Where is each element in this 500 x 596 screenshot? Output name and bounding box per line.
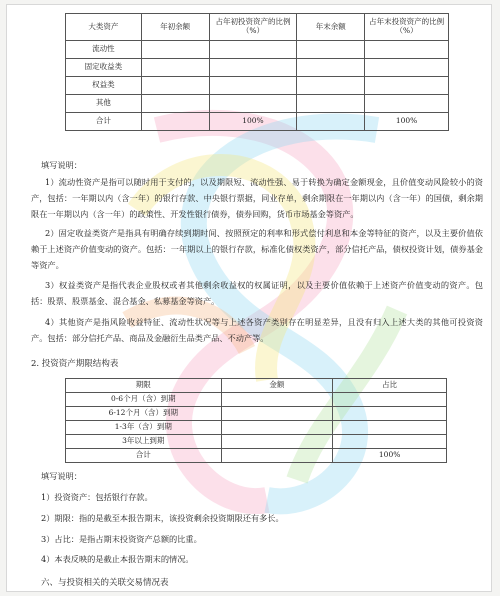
- table-cell: [333, 421, 447, 435]
- table-cell: [141, 95, 209, 113]
- table-cell: [333, 393, 447, 407]
- note-paragraph: 2）固定收益类资产是指具有明确存续到期时间、按照预定的利率和形式偿付利息和本金等特征的资产，以及主要价值依赖于上述资产价值变动的资产。包括：一年期以上的银行存款，标准化债权类资产，部分信托产品，债权投资计划，债券基金等资产。: [31, 228, 483, 270]
- table-cell: 100%: [209, 113, 297, 131]
- note-paragraph: 1）流动性资产是指可以随时用于支付的，以及期限短、流动性强、易于转换为确定金额现金，且价值变动风险较小的资产，包括：一年期以内（含一年）的银行存款、中央银行票据，同业存单，剩余期限在一年期以内（含一年）的国债，剩余期限在一年期以内（含一年）的政策性、开发性银行债券，债券回购，货币市场基金等资产。: [31, 177, 483, 219]
- table-cell: 3年以上到期: [66, 435, 222, 449]
- table-cell: 6-12个月（含）到期: [66, 407, 222, 421]
- table-row: [66, 435, 447, 449]
- table-cell: 100%: [333, 449, 447, 463]
- table-cell: [221, 421, 333, 435]
- header-cell: 金额: [221, 379, 333, 393]
- table-row: [66, 59, 449, 77]
- table-cell: [221, 407, 333, 421]
- table-cell: [297, 113, 365, 131]
- table-cell: [209, 77, 297, 95]
- table-cell: 流动性: [66, 41, 142, 59]
- table-cell: [297, 95, 365, 113]
- table-cell: [365, 95, 449, 113]
- table-header-row: [66, 14, 449, 41]
- table-row: [66, 77, 449, 95]
- table-cell: 固定收益类: [66, 59, 142, 77]
- note-item: 2）期限：指的是截至本报告期末，该投资剩余投资期限还有多长。: [41, 513, 284, 523]
- table-cell: 合计: [66, 113, 142, 131]
- table-cell: 0-6个月（含）到期: [66, 393, 222, 407]
- table-cell: [333, 435, 447, 449]
- section-heading: 六、与投资相关的关联交易情况表: [41, 578, 169, 588]
- document-page: [6, 4, 492, 592]
- table-cell: 权益类: [66, 77, 142, 95]
- header-cell: 占年末投资资产的比例（%）: [365, 14, 449, 41]
- table-cell: [141, 113, 209, 131]
- table-cell: 1-3年（含）到期: [66, 421, 222, 435]
- table-cell: 100%: [365, 113, 449, 131]
- table-cell: [209, 95, 297, 113]
- table-cell: [297, 41, 365, 59]
- table-cell: [297, 77, 365, 95]
- table-cell: [209, 41, 297, 59]
- header-cell: 年末余额: [297, 14, 365, 41]
- table-cell: [141, 77, 209, 95]
- table-cell: [297, 59, 365, 77]
- note-paragraph: 4）其他资产是指风险收益特征、流动性状况等与上述各资产类别存在明显差异，且没有归入上述大类的其他可投资资产。包括：部分信托产品、商品及金融衍生品类产品、不动产等。: [31, 317, 483, 343]
- table-row-total: [66, 449, 447, 463]
- table-cell: [333, 407, 447, 421]
- header-cell: 占年初投资资产的比例（%）: [209, 14, 297, 41]
- header-cell: 年初余额: [141, 14, 209, 41]
- section-heading: 2. 投资资产期限结构表: [31, 359, 119, 369]
- asset-allocation-table: [65, 13, 449, 131]
- table-cell: [365, 77, 449, 95]
- table-cell: 合计: [66, 449, 222, 463]
- table-cell: [141, 59, 209, 77]
- table-cell: [365, 41, 449, 59]
- table-cell: [141, 41, 209, 59]
- note-paragraph: 3）权益类资产是指代表企业股权或者其他剩余收益权的权属证明，以及主要价值依赖于上述资产价值变动的资产。包括：股票、股票基金、混合基金、私募基金等资产。: [31, 280, 483, 306]
- notes-title: 填写说明：: [41, 471, 82, 481]
- table-row: [66, 407, 447, 421]
- note-item: 3）占比：是指占期末投资资产总额的比重。: [41, 534, 202, 544]
- table-cell: [209, 59, 297, 77]
- table-row: [66, 95, 449, 113]
- table-row: [66, 393, 447, 407]
- table-row: [66, 421, 447, 435]
- table-row: [66, 41, 449, 59]
- maturity-structure-table: [65, 378, 447, 463]
- table-cell: [221, 449, 333, 463]
- table-row-total: [66, 113, 449, 131]
- note-item: 4）本表反映的是截止本报告期末的情况。: [41, 554, 194, 564]
- table-cell: [221, 435, 333, 449]
- header-cell: 期限: [66, 379, 222, 393]
- header-cell: 占比: [333, 379, 447, 393]
- table-cell: [221, 393, 333, 407]
- header-cell: 大类资产: [66, 14, 142, 41]
- table-header-row: [66, 379, 447, 393]
- note-item: 1）投资资产：包括银行存款。: [41, 492, 153, 502]
- notes-title: 填写说明：: [41, 160, 82, 170]
- table-cell: 其他: [66, 95, 142, 113]
- table-cell: [365, 59, 449, 77]
